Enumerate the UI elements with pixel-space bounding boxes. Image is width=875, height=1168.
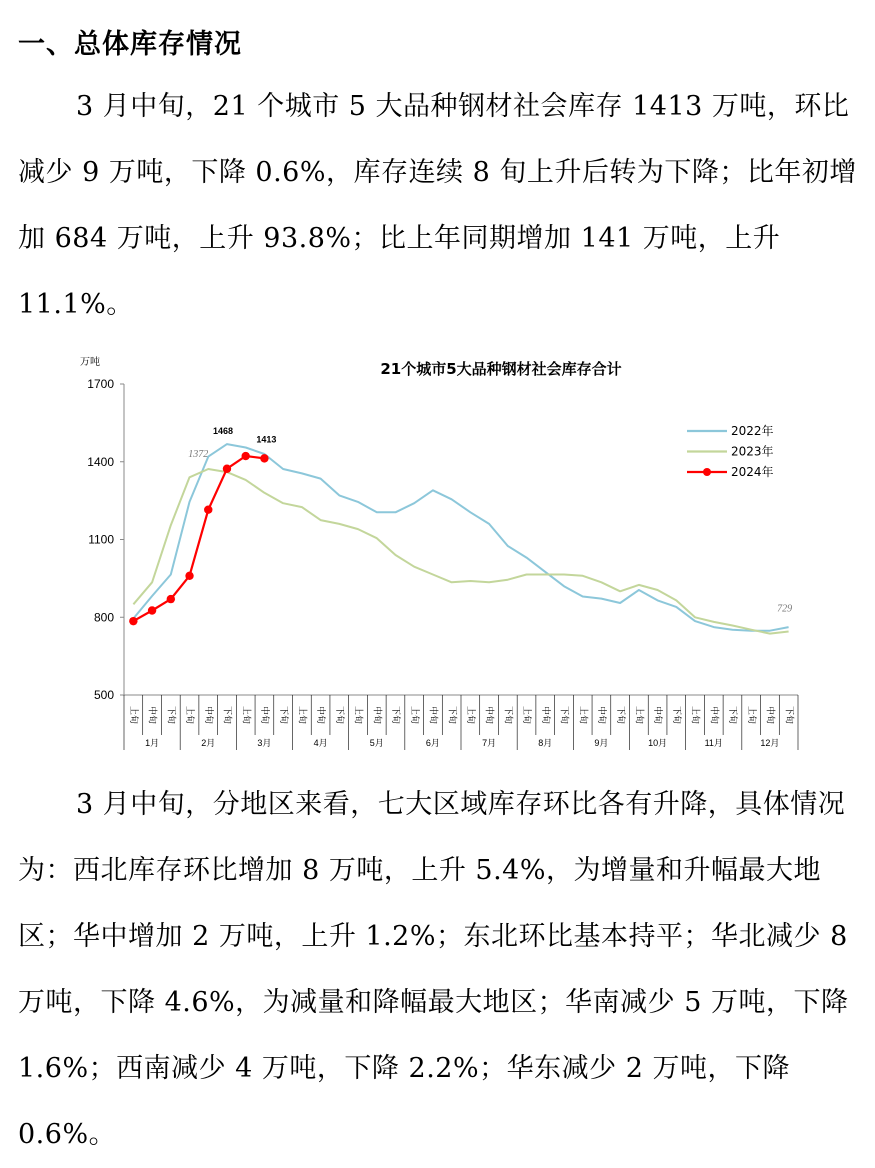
- x-period-label: 上旬: [241, 705, 252, 725]
- x-period-label: 中旬: [597, 705, 608, 725]
- x-period-label: 上旬: [465, 705, 476, 725]
- x-period-label: 上旬: [297, 705, 308, 725]
- x-month-label: 8月: [538, 738, 553, 748]
- legend-label: 2022年: [731, 424, 774, 438]
- x-month-label: 11月: [704, 738, 723, 748]
- y-tick-label: 500: [93, 688, 114, 702]
- chart-canvas: [62, 340, 812, 748]
- data-label: 1468: [212, 426, 233, 437]
- x-period-label: 下旬: [334, 705, 345, 725]
- x-period-label: 上旬: [185, 705, 196, 725]
- x-period-label: 下旬: [222, 705, 233, 725]
- x-month-label: 7月: [482, 738, 497, 748]
- data-point: [260, 454, 268, 462]
- x-month-label: 4月: [313, 738, 328, 748]
- x-period-label: 下旬: [728, 705, 739, 725]
- x-month-label: 6月: [425, 738, 440, 748]
- data-label: 729: [777, 603, 793, 615]
- paragraph-text: 3 月中旬，21 个城市 5 大品种钢材社会库存 1413 万吨，环比减少 9 万吨，下降 0.6%，库存连续 8 旬上升后转为下降；比年初增加 684 万吨，上升 93.8%；比上年同期增加 141 万吨，上升 11.1%。: [18, 91, 857, 320]
- y-tick-label: 1100: [88, 532, 114, 547]
- legend-marker: [703, 468, 711, 476]
- paragraph-regional-inventory: [18, 772, 860, 1168]
- x-period-label: 中旬: [484, 705, 495, 725]
- data-point: [223, 465, 231, 473]
- x-month-label: 2月: [201, 738, 216, 748]
- x-period-label: 上旬: [522, 705, 533, 725]
- x-period-label: 上旬: [634, 705, 645, 725]
- x-period-label: 中旬: [147, 705, 158, 725]
- x-period-label: 下旬: [615, 705, 626, 725]
- x-period-label: 中旬: [709, 705, 720, 725]
- data-label: 1372: [188, 449, 209, 461]
- x-period-label: 中旬: [765, 705, 776, 725]
- x-period-label: 上旬: [578, 705, 589, 725]
- x-period-label: 中旬: [540, 705, 551, 725]
- x-period-label: 下旬: [559, 705, 570, 725]
- series-line-2023年: [133, 469, 788, 634]
- y-tick-label: 1700: [87, 377, 114, 391]
- x-period-label: 下旬: [784, 705, 795, 725]
- chart-title: 21个城市5大品种钢材社会库存合计: [380, 360, 622, 378]
- x-period-label: 下旬: [391, 705, 402, 725]
- paragraph-text: 3 月中旬，分地区来看，七大区域库存环比各有升降，具体情况为：西北库存环比增加 8 万吨，上升 5.4%，为增量和升幅最大地区；华中增加 2 万吨，上升 1.2%；东北环比基本持平；华北减少 8 万吨，下降 4.6%，为减量和降幅最大地区；华南减少 5 万吨，下降 1.6%；西南减少 4 万吨，下降 2.2%；华东减少 2 万吨，下降 0.6%。: [18, 789, 849, 1150]
- x-period-label: 上旬: [128, 705, 139, 725]
- x-month-label: 1月: [145, 738, 160, 748]
- x-month-label: 3月: [257, 738, 272, 748]
- legend-label: 2023年: [731, 444, 774, 459]
- data-point: [241, 452, 249, 460]
- x-period-label: 中旬: [372, 705, 383, 725]
- paragraph-total-inventory: [18, 74, 860, 338]
- y-tick-label: 800: [93, 610, 114, 625]
- x-period-label: 中旬: [203, 705, 214, 725]
- inventory-line-chart: [62, 340, 812, 748]
- x-month-label: 12月: [760, 738, 780, 748]
- x-period-label: 中旬: [316, 705, 327, 725]
- data-point: [148, 606, 156, 614]
- x-period-label: 下旬: [166, 705, 177, 725]
- y-axis-unit-label: 万吨: [80, 357, 100, 368]
- x-period-label: 中旬: [260, 705, 271, 725]
- x-period-label: 上旬: [409, 705, 420, 725]
- data-label: 1413: [256, 434, 277, 445]
- data-point: [129, 617, 137, 625]
- x-month-label: 10月: [648, 738, 668, 748]
- legend-label: 2024年: [731, 465, 774, 479]
- x-period-label: 下旬: [278, 705, 289, 725]
- data-point: [167, 595, 175, 603]
- y-tick-label: 1400: [87, 454, 114, 469]
- x-period-label: 下旬: [447, 705, 458, 725]
- x-month-label: 5月: [369, 738, 384, 748]
- x-month-label: 9月: [594, 738, 609, 748]
- x-period-label: 中旬: [653, 705, 664, 725]
- x-period-label: 上旬: [690, 705, 701, 725]
- x-period-label: 上旬: [746, 705, 757, 725]
- x-period-label: 下旬: [671, 705, 682, 725]
- x-period-label: 下旬: [503, 705, 514, 725]
- x-period-label: 上旬: [353, 705, 364, 725]
- section-heading: 一、总体库存情况: [18, 29, 242, 60]
- data-point: [204, 505, 212, 513]
- data-point: [185, 572, 193, 580]
- x-period-label: 中旬: [428, 705, 439, 725]
